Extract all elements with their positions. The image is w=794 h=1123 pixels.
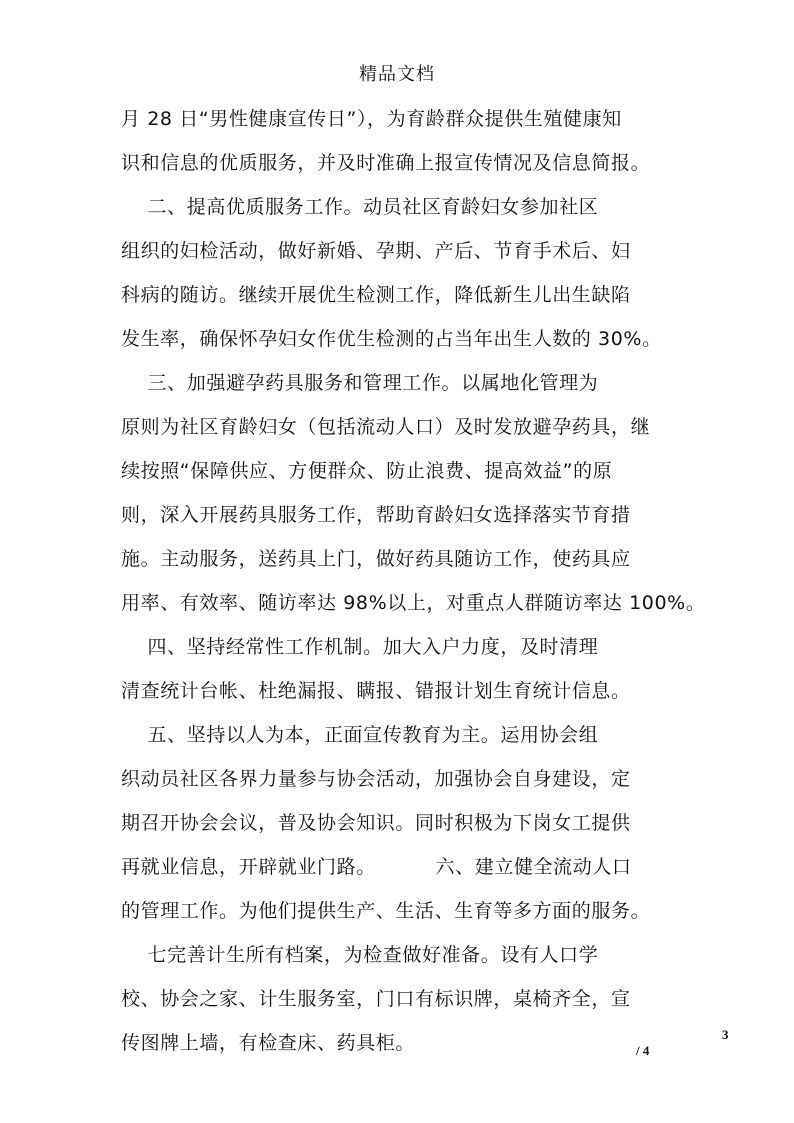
text-line: 用率、有效率、随访率达 98%以上，对重点人群随访率达 100%。 (121, 592, 706, 614)
text-line: 的管理工作。为他们提供生产、生活、生育等多方面的服务。 (121, 900, 651, 922)
text-line: 二、提高优质服务工作。动员社区育龄妇女参加社区 (121, 196, 599, 218)
text-line: 识和信息的优质服务，并及时准确上报宣传情况及信息简报。 (121, 152, 651, 174)
text-line: 续按照“保障供应、方便群众、防止浪费、提高效益”的原 (121, 460, 613, 482)
text-line: 科病的随访。继续开展优生检测工作，降低新生儿出生缺陷 (121, 284, 631, 306)
text-line: 三、加强避孕药具服务和管理工作。以属地化管理为 (121, 372, 599, 394)
page-number: 3 (722, 1027, 729, 1042)
text-line: 织动员社区各界力量参与协会活动，加强协会自身建设，定 (121, 768, 631, 790)
text-line: 施。主动服务，送药具上门，做好药具随访工作，使药具应 (121, 548, 631, 570)
text-line: 五、坚持以人为本，正面宣传教育为主。运用协会组 (121, 724, 599, 746)
text-line: 校、协会之家、计生服务室，门口有标识牌，桌椅齐全，宣 (121, 988, 631, 1010)
text-line: 清查统计台帐、杜绝漏报、瞒报、错报计划生育统计信息。 (121, 680, 631, 702)
page-total: / 4 (636, 1043, 650, 1058)
text-line: 传图牌上墙，有检查床、药具柜。 (121, 1032, 416, 1054)
text-line: 月 28 日“男性健康宣传日”），为育龄群众提供生殖健康知 (121, 108, 622, 130)
text-line: 期召开协会会议，普及协会知识。同时积极为下岗女工提供 (121, 812, 631, 834)
text-line: 发生率，确保怀孕妇女作优生检测的占当年出生人数的 30%。 (121, 328, 662, 350)
text-line: 则，深入开展药具服务工作，帮助育龄妇女选择落实节育措 (121, 504, 631, 526)
text-line: 原则为社区育龄妇女（包括流动人口）及时发放避孕药具，继 (121, 416, 651, 438)
text-line: 再就业信息，开辟就业门路。 六、建立健全流动人口 (121, 856, 632, 878)
text-line: 组织的妇检活动，做好新婚、孕期、产后、节育手术后、妇 (121, 240, 631, 262)
document-body (121, 97, 706, 1065)
page-header-title: 精品文档 (359, 64, 435, 85)
text-line: 四、坚持经常性工作机制。加大入户力度，及时清理 (121, 636, 599, 658)
text-line: 七完善计生所有档案，为检查做好准备。设有人口学 (121, 944, 599, 966)
